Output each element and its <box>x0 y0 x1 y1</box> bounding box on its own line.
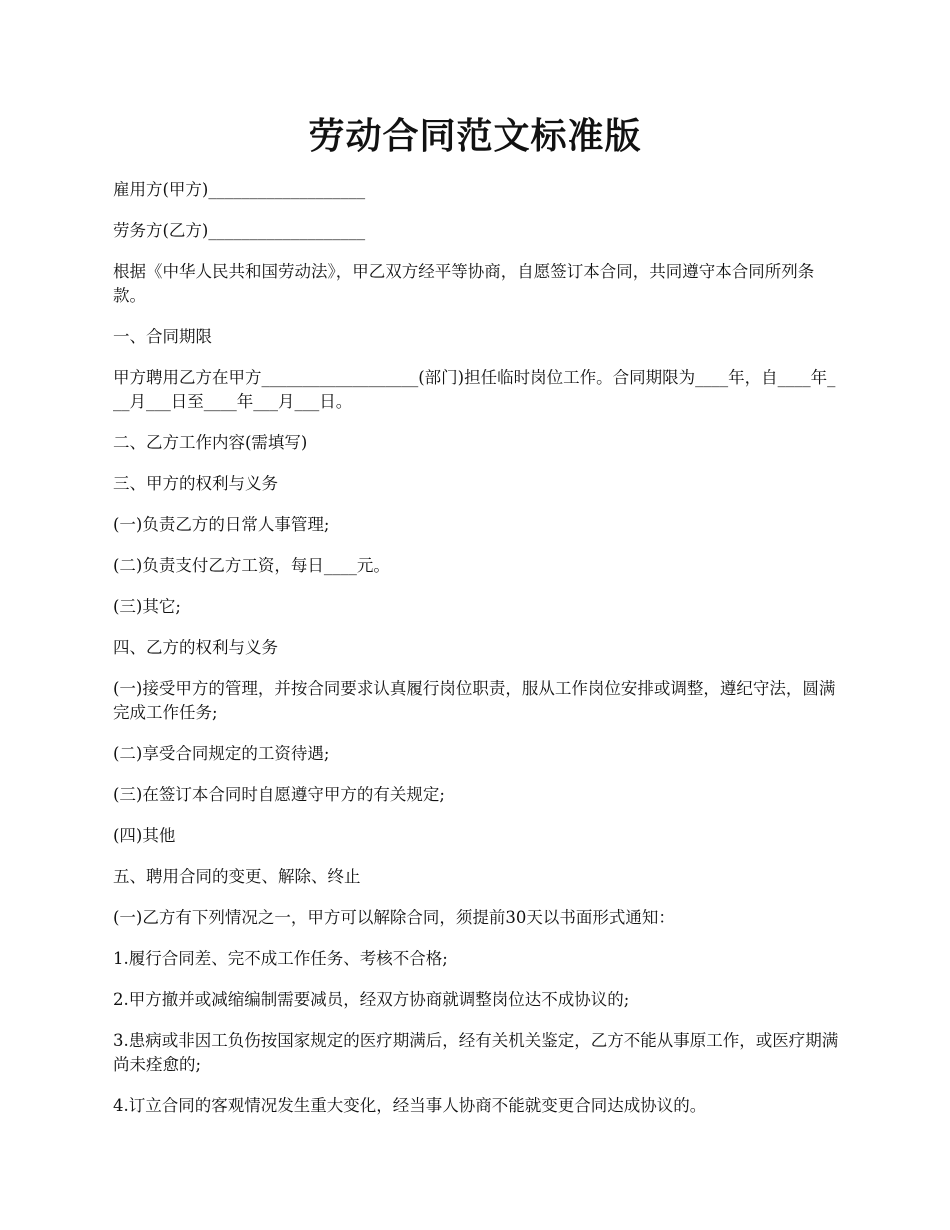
termination-item-4: 4.订立合同的客观情况发生重大变化，经当事人协商不能就变更合同达成协议的。 <box>113 1096 707 1115</box>
termination-item-2: 2.甲方撤并或减缩编制需要减员，经双方协商就调整岗位达不成协议的; <box>113 990 630 1009</box>
termination-clause-intro: (一)乙方有下列情况之一，甲方可以解除合同，须提前30天以书面形式通知： <box>113 908 675 927</box>
termination-item-3: 3.患病或非因工负伤按国家规定的医疗期满后，经有关机关鉴定，乙方不能从事原工作，或医疗期满尚未痊愈的; <box>113 1031 839 1074</box>
section-heading-term: 一、合同期限 <box>113 327 212 346</box>
document-body <box>113 178 843 1135</box>
section-heading-employee-rights: 四、乙方的权利与义务 <box>113 638 278 657</box>
section-heading-work-content: 二、乙方工作内容(需填写) <box>113 433 308 452</box>
employee-clause-2: (二)享受合同规定的工资待遇; <box>113 744 330 763</box>
section-heading-employer-rights: 三、甲方的权利与义务 <box>113 474 278 493</box>
employer-clause-3: (三)其它; <box>113 597 181 616</box>
employee-clause-4: (四)其他 <box>113 826 176 845</box>
employee-line: 劳务方(乙方)___________________ <box>113 221 366 240</box>
term-paragraph: 甲方聘用乙方在甲方___________________(部门)担任临时岗位工作。合同期限为____年，自____年___月___日至____年___月___日。 <box>113 368 836 411</box>
employee-clause-1: (一)接受甲方的管理，并按合同要求认真履行岗位职责，服从工作岗位安排或调整，遵纪守法，圆满完成工作任务; <box>113 679 836 722</box>
employer-clause-1: (一)负责乙方的日常人事管理; <box>113 515 330 534</box>
employee-clause-3: (三)在签订本合同时自愿遵守甲方的有关规定; <box>113 785 445 804</box>
section-heading-termination: 五、聘用合同的变更、解除、终止 <box>113 867 361 886</box>
employer-clause-2: (二)负责支付乙方工资，每日____元。 <box>113 556 390 575</box>
document-title: 劳动合同范文标准版 <box>308 115 642 157</box>
employer-line: 雇用方(甲方)___________________ <box>113 180 366 199</box>
preamble-paragraph: 根据《中华人民共和国劳动法》，甲乙双方经平等协商，自愿签订本合同，共同遵守本合同所列条款。 <box>113 262 815 305</box>
termination-item-1: 1.履行合同差、完不成工作任务、考核不合格; <box>113 949 448 968</box>
